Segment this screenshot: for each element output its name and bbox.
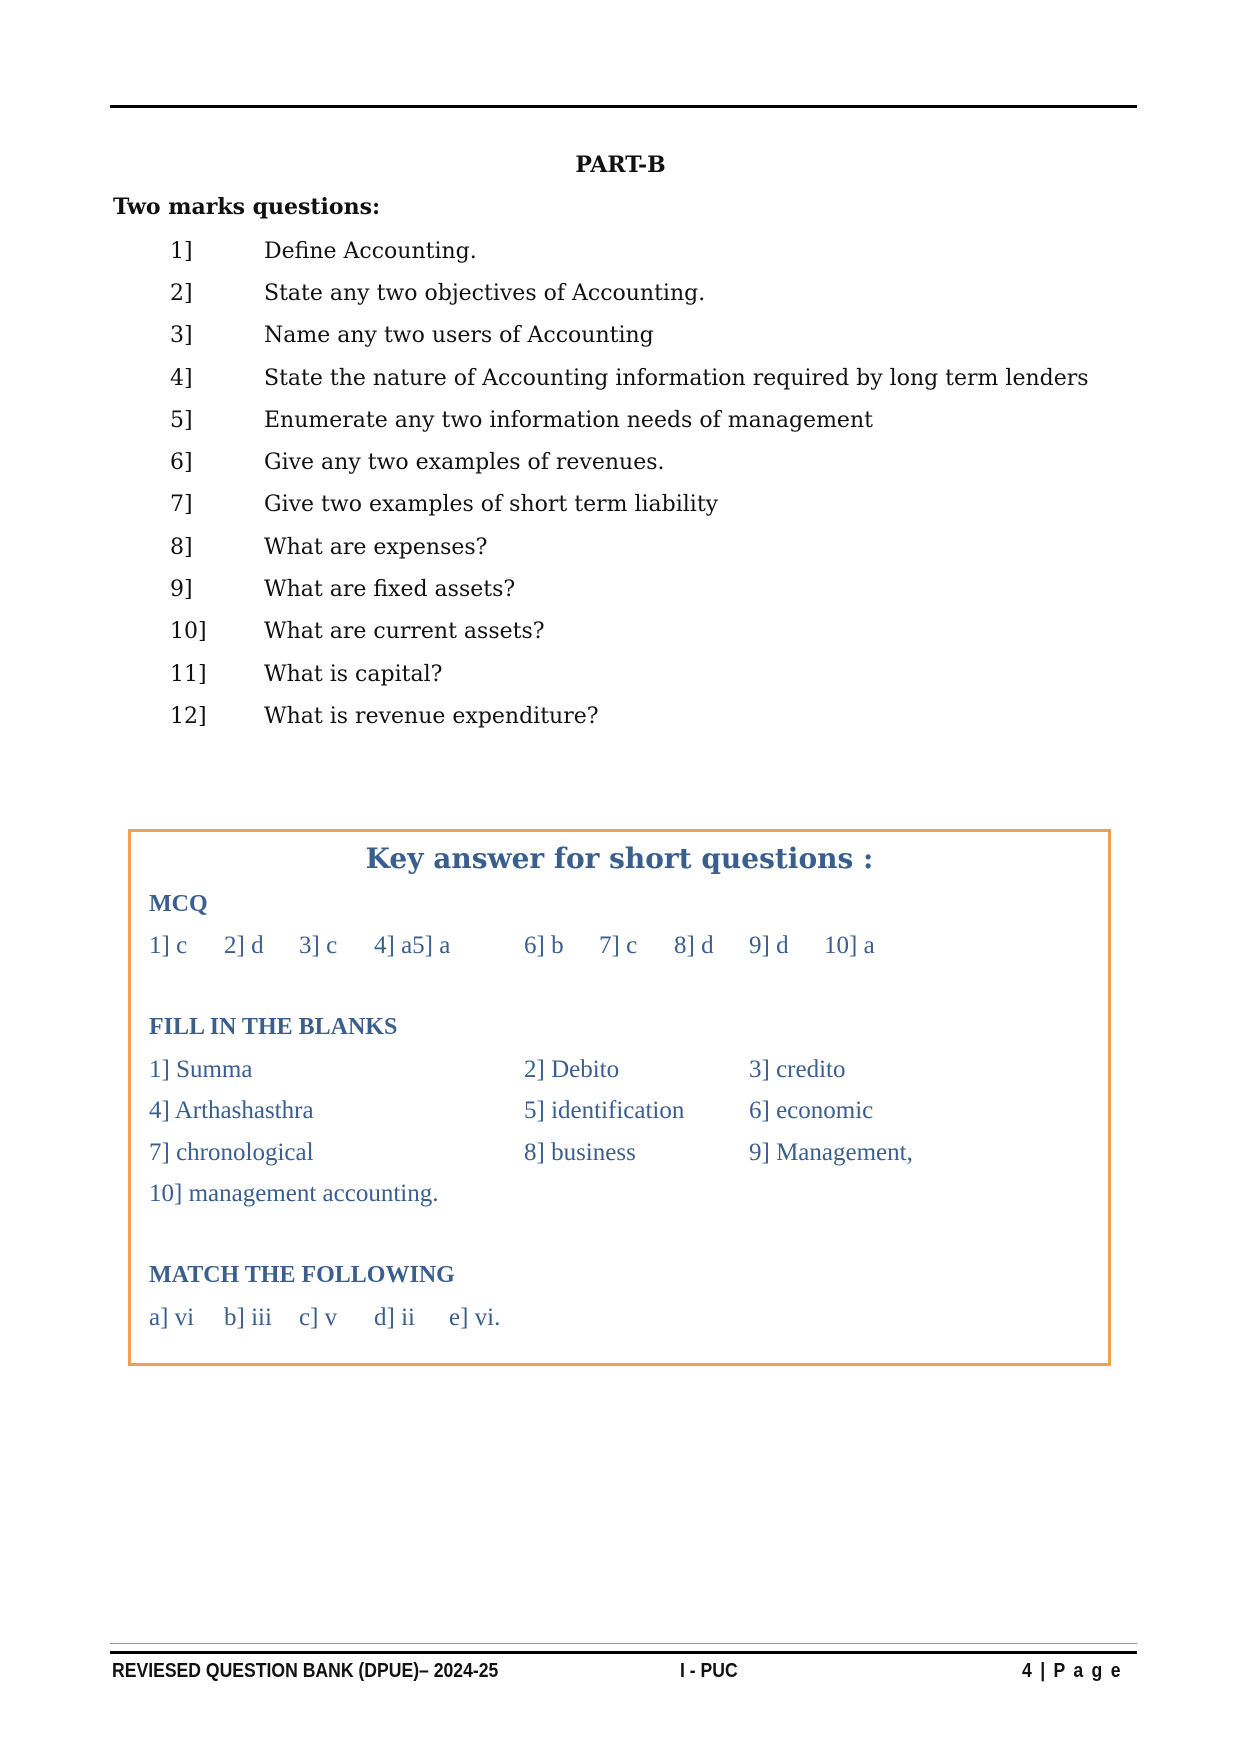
answer-key-title: Key answer for short questions : bbox=[365, 842, 874, 875]
mcq-answer: 2] d bbox=[224, 932, 264, 959]
list-item bbox=[170, 653, 1089, 695]
fib-answer: 5] identification bbox=[524, 1097, 685, 1124]
part-title: PART-B bbox=[575, 152, 666, 178]
list-item bbox=[170, 484, 1089, 526]
question-text: State the nature of Accounting information required by long term lenders bbox=[264, 365, 1089, 391]
match-answer: e] vi. bbox=[449, 1304, 501, 1331]
page-number: 4 | P a g e bbox=[1022, 1660, 1123, 1682]
match-answer: b] iii bbox=[224, 1304, 272, 1331]
question-list bbox=[170, 230, 1089, 738]
question-number: 12] bbox=[170, 703, 207, 729]
question-number: 10] bbox=[170, 619, 207, 645]
question-text: What is capital? bbox=[264, 661, 443, 687]
question-number: 8] bbox=[170, 534, 193, 560]
mcq-answer: 6] b bbox=[524, 932, 564, 959]
match-answer: d] ii bbox=[374, 1304, 415, 1331]
mcq-answer: 9] d bbox=[749, 932, 789, 959]
fib-answer: 6] economic bbox=[749, 1097, 874, 1124]
list-item bbox=[170, 315, 1089, 357]
section-heading: Two marks questions: bbox=[113, 194, 381, 220]
mcq-answer: 3] c bbox=[299, 932, 338, 959]
fib-answer: 7] chronological bbox=[149, 1139, 314, 1166]
mcq-heading: MCQ bbox=[149, 891, 208, 917]
top-rule bbox=[110, 105, 1137, 108]
fib-answer: 10] management accounting. bbox=[149, 1180, 439, 1207]
fib-heading: FILL IN THE BLANKS bbox=[149, 1014, 398, 1040]
match-heading: MATCH THE FOLLOWING bbox=[149, 1262, 455, 1288]
question-text: Define Accounting. bbox=[264, 238, 477, 264]
list-item bbox=[170, 611, 1089, 653]
mcq-answer: 8] d bbox=[674, 932, 714, 959]
list-item bbox=[170, 526, 1089, 568]
fib-answer: 8] business bbox=[524, 1139, 636, 1166]
footer-divider-thin bbox=[110, 1643, 1137, 1644]
question-number: 5] bbox=[170, 407, 193, 433]
question-number: 11] bbox=[170, 661, 207, 687]
question-number: 9] bbox=[170, 577, 193, 603]
question-text: Name any two users of Accounting bbox=[264, 323, 654, 349]
footer-class: I - PUC bbox=[680, 1660, 738, 1682]
question-text: What are current assets? bbox=[264, 619, 545, 645]
mcq-answer: 10] a bbox=[824, 932, 875, 959]
question-text: What are expenses? bbox=[264, 534, 488, 560]
mcq-answer: 1] c bbox=[149, 932, 188, 959]
question-text: Give any two examples of revenues. bbox=[264, 450, 665, 476]
question-text: What is revenue expenditure? bbox=[264, 703, 599, 729]
list-item bbox=[170, 357, 1089, 399]
list-item bbox=[170, 230, 1089, 272]
answer-key-box bbox=[128, 829, 1111, 1366]
question-text: What are fixed assets? bbox=[264, 577, 516, 603]
list-item bbox=[170, 272, 1089, 314]
question-text: Enumerate any two information needs of management bbox=[264, 407, 873, 433]
fib-answer: 2] Debito bbox=[524, 1056, 620, 1083]
question-number: 6] bbox=[170, 450, 193, 476]
question-number: 7] bbox=[170, 492, 193, 518]
list-item bbox=[170, 441, 1089, 483]
question-number: 1] bbox=[170, 238, 193, 264]
footer-divider bbox=[110, 1651, 1137, 1654]
list-item bbox=[170, 399, 1089, 441]
question-text: State any two objectives of Accounting. bbox=[264, 280, 706, 306]
mcq-answer: 7] c bbox=[599, 932, 638, 959]
list-item bbox=[170, 695, 1089, 737]
question-number: 2] bbox=[170, 280, 193, 306]
footer-title: REVIESED QUESTION BANK (DPUE)– 2024-25 bbox=[112, 1660, 499, 1682]
fib-answer: 4] Arthashasthra bbox=[149, 1097, 314, 1124]
match-answer: a] vi bbox=[149, 1304, 195, 1331]
question-number: 3] bbox=[170, 323, 193, 349]
list-item bbox=[170, 568, 1089, 610]
question-number: 4] bbox=[170, 365, 193, 391]
match-answer: c] v bbox=[299, 1304, 338, 1331]
fib-answer: 9] Management, bbox=[749, 1139, 913, 1166]
fib-answer: 3] credito bbox=[749, 1056, 846, 1083]
mcq-answer: 4] a5] a bbox=[374, 932, 451, 959]
fib-answer: 1] Summa bbox=[149, 1056, 253, 1083]
question-text: Give two examples of short term liability bbox=[264, 492, 719, 518]
